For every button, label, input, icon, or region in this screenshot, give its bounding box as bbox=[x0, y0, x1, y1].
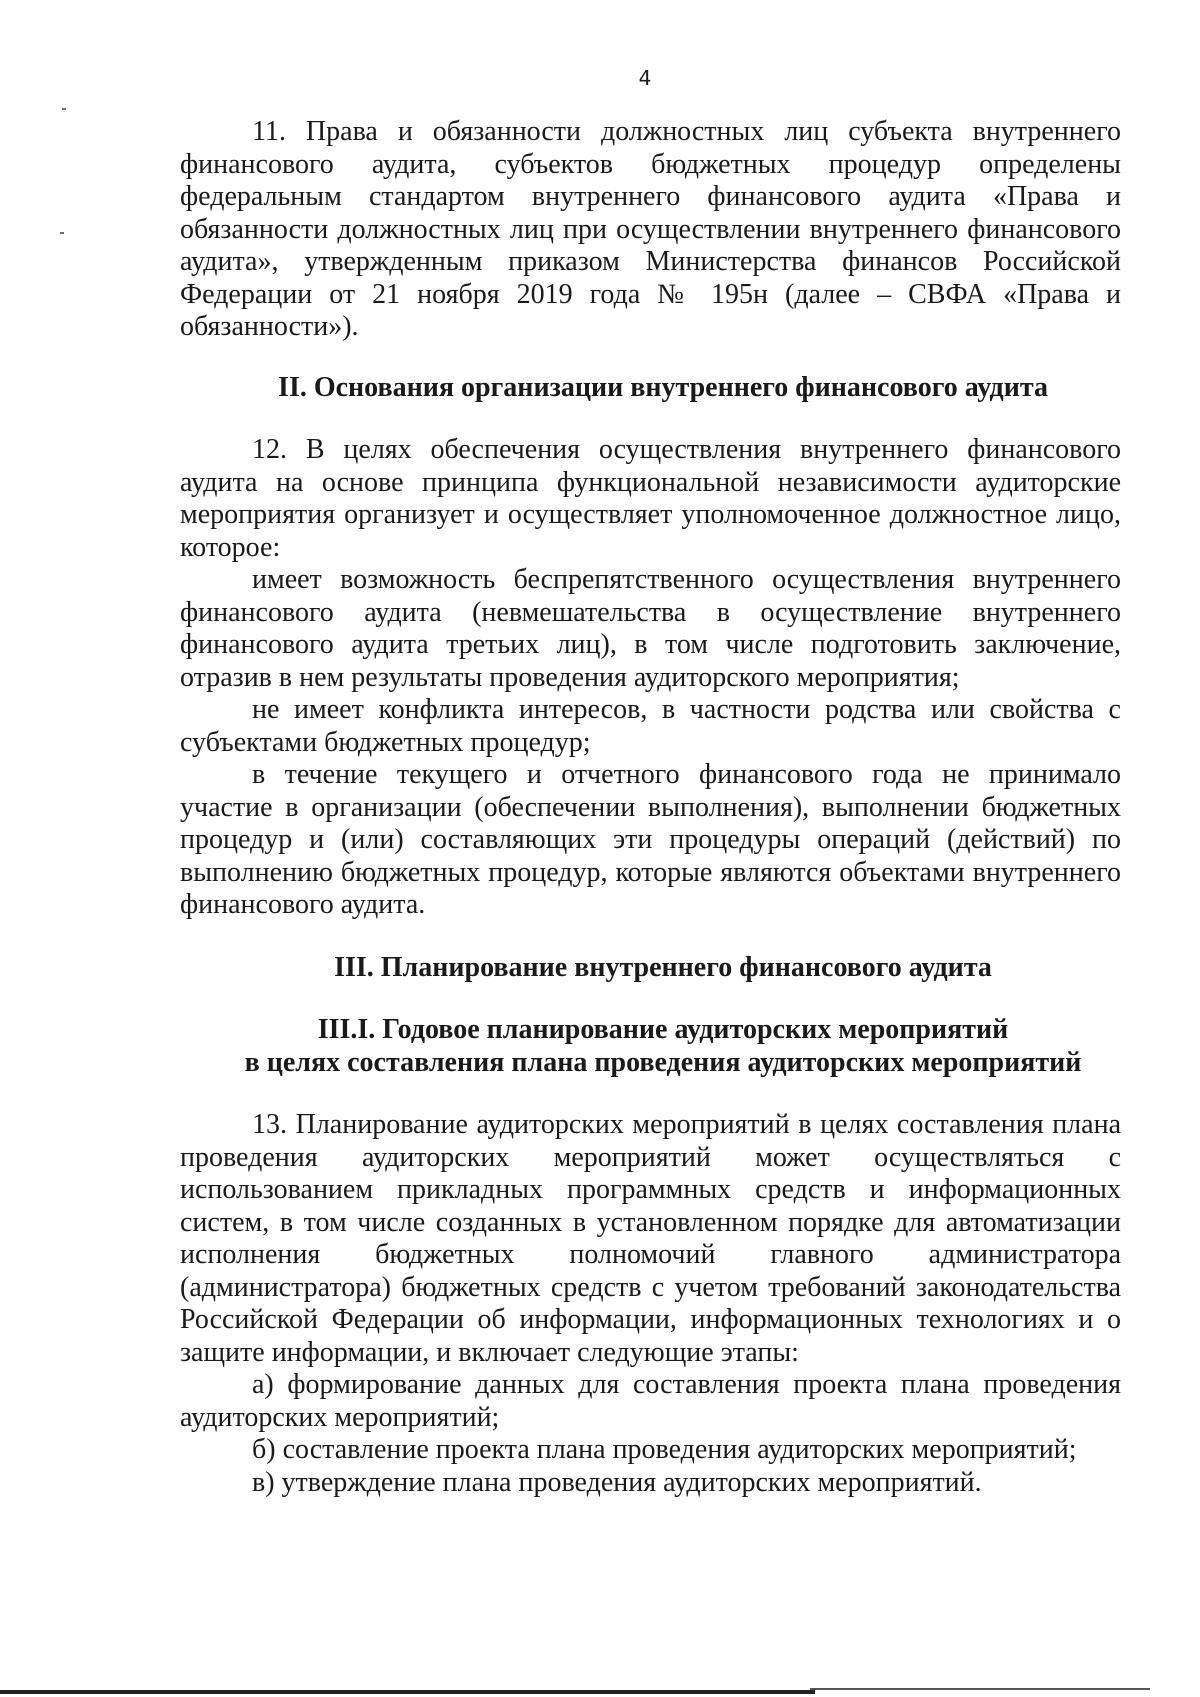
section-3-1-heading-line-2: в целях составления плана проведения аудиторских мероприятий bbox=[244, 1046, 1082, 1078]
document-body bbox=[180, 116, 1121, 1499]
paragraph-12-item-1: имеет возможность беспрепятственного осуществления внутреннего финансового аудита (невмешательства в осуществление внутреннего финансового аудита третьих лиц), в том числе подготовить заключение, отразив в нем результаты проведения аудиторского мероприятия; bbox=[180, 564, 1121, 693]
paragraph-12: 12. В целях обеспечения осуществления внутреннего финансового аудита на основе принципа функциональной независимости аудиторские мероприятия организует и осуществляет уполномоченное должностное лицо, которое: bbox=[180, 434, 1121, 563]
scan-mark bbox=[60, 232, 64, 234]
footer-rule-thin bbox=[810, 1688, 1150, 1690]
section-3-1-heading bbox=[180, 1014, 1121, 1079]
section-2-heading: II. Основания организации внутреннего финансового аудита bbox=[278, 371, 1048, 403]
scan-mark bbox=[62, 108, 66, 110]
paragraph-13: 13. Планирование аудиторских мероприятий в целях составления плана проведения аудиторских мероприятий может осуществляться с использованием прикладных программных средств и информационных систем, в том числе созданных в установленном порядке для автоматизации исполнения бюджетных полномочий главного администратора (администратора) бюджетных средств с учетом требований законодательства Российской Федерации об информации, информационных технологиях и о защите информации, и включает следующие этапы: bbox=[180, 1109, 1121, 1368]
section-3-1-heading-line-1: III.I. Годовое планирование аудиторских мероприятий bbox=[317, 1014, 1009, 1045]
section-3-heading: III. Планирование внутреннего финансового аудита bbox=[334, 951, 992, 983]
page-number: 4 bbox=[638, 66, 652, 90]
paragraph-12-item-3: в течение текущего и отчетного финансового года не принимало участие в организации (обеспечении выполнения), выполнении бюджетных процедур и (или) составляющих эти процедуры операций (действий) по выполнению бюджетных процедур, которые являются объектами внутреннего финансового аудита. bbox=[180, 759, 1121, 920]
paragraph-13-item-c: в) утверждение плана проведения аудиторских мероприятий. bbox=[252, 1466, 982, 1498]
paragraph-13-item-b: б) составление проекта плана проведения аудиторских мероприятий; bbox=[252, 1434, 1077, 1465]
paragraph-12-item-2: не имеет конфликта интересов, в частности родства или свойства с субъектами бюджетных процедур; bbox=[180, 694, 1121, 758]
paragraph-13-item-a: а) формирование данных для составления проекта плана проведения аудиторских мероприятий; bbox=[180, 1369, 1121, 1433]
footer-rule bbox=[0, 1690, 815, 1694]
paragraph-11: 11. Права и обязанности должностных лиц субъекта внутреннего финансового аудита, субъектов бюджетных процедур определены федеральным стандартом внутреннего финансового аудита «Права и обязанности должностных лиц при осуществлении внутреннего финансового аудита», утвержденным приказом Министерства финансов Российской Федерации от 21 ноября 2019 года № 195н (далее – СВФА «Права и обязанности»). bbox=[180, 116, 1121, 342]
